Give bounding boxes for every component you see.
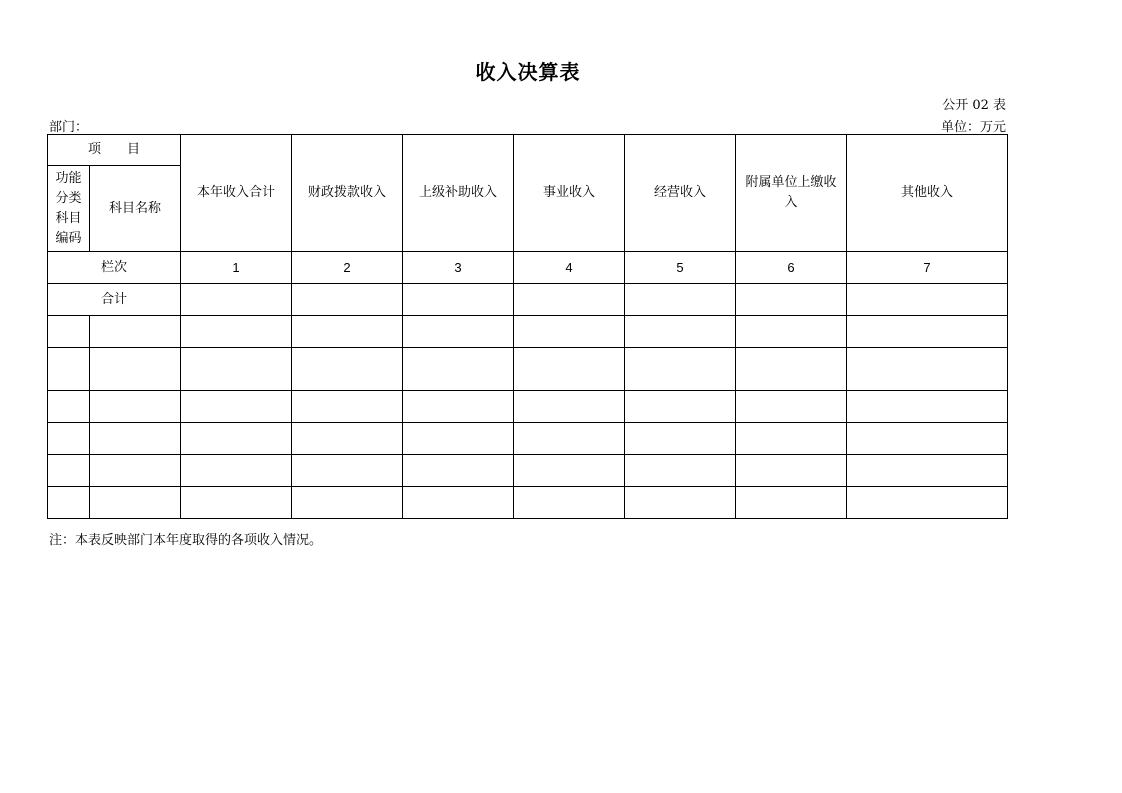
- table-cell: [625, 487, 736, 519]
- table-cell: [847, 284, 1008, 316]
- col-header-2: 财政拨款收入: [292, 135, 403, 252]
- column-number-4: 4: [514, 252, 625, 284]
- table-cell: [625, 423, 736, 455]
- table-cell: [403, 348, 514, 391]
- column-number-2: 2: [292, 252, 403, 284]
- table-cell: [48, 487, 90, 519]
- total-label: 合计: [48, 284, 181, 316]
- table-cell: [292, 487, 403, 519]
- total-row: [48, 284, 1008, 316]
- table-row: [48, 455, 1008, 487]
- table-cell: [90, 423, 181, 455]
- table-cell: [403, 455, 514, 487]
- table-cell: [48, 455, 90, 487]
- table-cell: [292, 348, 403, 391]
- column-number-1: 1: [181, 252, 292, 284]
- table-cell: [847, 487, 1008, 519]
- table-cell: [403, 284, 514, 316]
- table-row: [48, 423, 1008, 455]
- table-cell: [181, 455, 292, 487]
- table-cell: [625, 348, 736, 391]
- table-row: [48, 348, 1008, 391]
- table-cell: [514, 391, 625, 423]
- table-cell: [181, 487, 292, 519]
- table-cell: [514, 455, 625, 487]
- footnote: 注：本表反映部门本年度取得的各项收入情况。: [49, 533, 323, 548]
- table-cell: [847, 455, 1008, 487]
- table-cell: [403, 391, 514, 423]
- income-table: [47, 134, 1008, 519]
- table-cell: [514, 423, 625, 455]
- table-row: [48, 487, 1008, 519]
- table-cell: [292, 391, 403, 423]
- table-cell: [736, 455, 847, 487]
- table-row: [48, 316, 1008, 348]
- table-cell: [292, 455, 403, 487]
- department-label: 部门：: [49, 120, 89, 135]
- table-cell: [403, 316, 514, 348]
- column-number-5: 5: [625, 252, 736, 284]
- table-cell: [736, 391, 847, 423]
- table-cell: [90, 348, 181, 391]
- table-cell: [736, 284, 847, 316]
- table-cell: [292, 316, 403, 348]
- table-cell: [90, 316, 181, 348]
- column-number-6: 6: [736, 252, 847, 284]
- table-cell: [625, 284, 736, 316]
- column-number-3: 3: [403, 252, 514, 284]
- table-cell: [90, 455, 181, 487]
- form-code: 公开 02 表: [942, 98, 1006, 113]
- document-title: 收入决算表: [475, 60, 581, 84]
- table-cell: [90, 487, 181, 519]
- item-header: 项 目: [48, 135, 181, 166]
- table-cell: [48, 348, 90, 391]
- col-header-3: 上级补助收入: [403, 135, 514, 252]
- table-cell: [514, 487, 625, 519]
- column-number-7: 7: [847, 252, 1008, 284]
- table-cell: [48, 391, 90, 423]
- table-cell: [736, 316, 847, 348]
- table-cell: [514, 348, 625, 391]
- table-cell: [48, 423, 90, 455]
- table-cell: [847, 391, 1008, 423]
- col-header-6: 附属单位上缴收入: [736, 135, 847, 252]
- table-cell: [625, 391, 736, 423]
- col-header-1: 本年收入合计: [181, 135, 292, 252]
- table-cell: [847, 316, 1008, 348]
- col-header-5: 经营收入: [625, 135, 736, 252]
- table-cell: [403, 487, 514, 519]
- table-cell: [625, 455, 736, 487]
- table-cell: [736, 423, 847, 455]
- table-cell: [90, 391, 181, 423]
- table-row: [48, 391, 1008, 423]
- table-cell: [736, 487, 847, 519]
- column-numbers-label: 栏次: [48, 252, 181, 284]
- unit-label: 单位：万元: [940, 120, 1006, 135]
- table-cell: [181, 316, 292, 348]
- table-cell: [514, 316, 625, 348]
- table-cell: [625, 316, 736, 348]
- table-cell: [181, 391, 292, 423]
- table-cell: [736, 348, 847, 391]
- table-cell: [514, 284, 625, 316]
- col-header-4: 事业收入: [514, 135, 625, 252]
- func-code-header: 功能分类科目编码: [48, 166, 90, 252]
- table-cell: [847, 348, 1008, 391]
- table-cell: [292, 284, 403, 316]
- table-cell: [181, 348, 292, 391]
- table-cell: [181, 284, 292, 316]
- table-cell: [292, 423, 403, 455]
- table-cell: [181, 423, 292, 455]
- col-header-7: 其他收入: [847, 135, 1008, 252]
- table-cell: [403, 423, 514, 455]
- subject-name-header: 科目名称: [90, 166, 181, 252]
- table-cell: [48, 316, 90, 348]
- table-cell: [847, 423, 1008, 455]
